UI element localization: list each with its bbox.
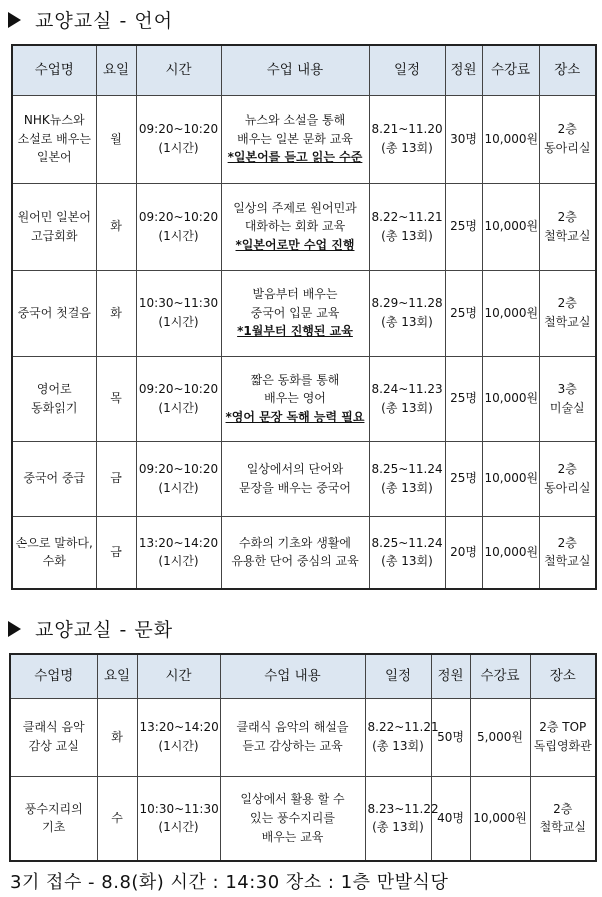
cell-fee: 10,000원: [482, 183, 539, 270]
cell-class-name: [10, 698, 97, 776]
cell-class-name: [12, 356, 96, 441]
cell-line: (총 13회): [381, 315, 433, 329]
cell-line: (1시간): [158, 228, 199, 243]
header-content: 수업 내용: [220, 654, 365, 698]
cell-line: 일상에서의 단어와: [246, 461, 344, 476]
cell-place: [539, 183, 596, 270]
cell-line: (1시간): [158, 400, 199, 415]
cell-line: (1시간): [158, 141, 199, 155]
cell-place: [539, 516, 596, 589]
cell-line: 철학교실: [539, 820, 586, 835]
cell-line: NHK뉴스와: [23, 113, 85, 128]
cell-schedule: [365, 698, 439, 776]
cell-time: [137, 776, 220, 861]
cell-schedule: [365, 776, 439, 861]
triangle-bullet-icon: [8, 12, 21, 28]
table-row: [12, 95, 596, 183]
cell-place: [539, 356, 596, 441]
cell-line: 영어로: [36, 381, 72, 396]
cell-capacity: 20명: [445, 516, 482, 589]
header-time: 시간: [136, 45, 221, 95]
cell-capacity: 25명: [445, 441, 482, 516]
cell-line: 3층: [557, 381, 577, 396]
cell-content: [221, 270, 369, 356]
cell-line: 일본어: [36, 150, 72, 165]
cell-line: 8.25~11.24: [371, 535, 443, 550]
header-fee: 수강료: [470, 654, 530, 698]
cell-line: 일상의 주제로 원어민과: [233, 200, 357, 215]
cell-capacity: 50명: [431, 698, 470, 776]
cell-line: 2층 TOP: [539, 720, 587, 735]
section-title-culture: [8, 615, 173, 642]
cell-schedule: [369, 270, 445, 356]
cell-day: 화: [96, 183, 136, 270]
cell-line: 13:20~14:20: [139, 720, 219, 735]
cell-line: 있는 풍수지리를: [250, 810, 335, 825]
table-row: [12, 183, 596, 270]
cell-content: [220, 776, 365, 861]
table-row: [12, 441, 596, 516]
cell-line: 기초: [42, 820, 66, 835]
cell-place: [539, 270, 596, 356]
cell-line: 중국어 중급: [23, 471, 86, 486]
cell-fee: 5,000원: [470, 698, 530, 776]
cell-line: 중국어 입문 교육: [250, 305, 340, 320]
cell-line: 클래식 음악: [22, 720, 85, 735]
cell-line: 2층: [553, 801, 573, 816]
cell-line: 2층: [557, 535, 577, 550]
cell-fee: 10,000원: [470, 776, 530, 861]
cell-line: 2층: [557, 296, 577, 311]
cell-content: [221, 356, 369, 441]
cell-line: 8.22~11.21: [371, 209, 443, 224]
cell-content: [221, 95, 369, 183]
section-title-text: 교양교실 - 문화: [35, 619, 174, 641]
cell-place: [539, 441, 596, 516]
cell-day: 화: [96, 270, 136, 356]
cell-line: (1시간): [158, 820, 199, 835]
cell-schedule: [369, 356, 445, 441]
cell-fee: 10,000원: [482, 516, 539, 589]
cell-line: (총 13회): [381, 228, 433, 243]
cell-class-name: [12, 441, 96, 516]
cell-class-name: [12, 270, 96, 356]
cell-line: 10:30~11:30: [139, 801, 219, 816]
cell-line: 동아리실: [544, 480, 591, 495]
header-time: 시간: [137, 654, 220, 698]
registration-footer: 3기 접수 - 8.8(화) 시간 : 14:30 장소 : 1층 만발식당: [10, 872, 449, 893]
cell-line: 미술실: [549, 400, 585, 415]
cell-class-name: [12, 516, 96, 589]
cell-content: [220, 698, 365, 776]
header-content: 수업 내용: [221, 45, 369, 95]
cell-schedule: [369, 183, 445, 270]
cell-schedule: [369, 95, 445, 183]
table-row: [12, 516, 596, 589]
cell-time: [136, 270, 221, 356]
header-place: 장소: [539, 45, 596, 95]
cell-line: (1시간): [158, 554, 199, 569]
header-row: [12, 45, 596, 95]
cell-line: 8.21~11.20: [371, 122, 443, 137]
cell-schedule: [369, 441, 445, 516]
cell-line: 소설로 배우는: [17, 131, 91, 146]
cell-line: (총 13회): [381, 554, 433, 569]
cell-time: [136, 95, 221, 183]
cell-place: [539, 95, 596, 183]
cell-day: 화: [97, 698, 137, 776]
cell-line: (총 13회): [381, 141, 433, 155]
cell-line: 배우는 교육: [261, 829, 324, 844]
content-note: *일본어로만 수업 진행: [235, 237, 355, 252]
header-capacity: 정원: [445, 45, 482, 95]
cell-day: 금: [96, 441, 136, 516]
header-schedule: 일정: [369, 45, 445, 95]
cell-class-name: [10, 776, 97, 861]
header-capacity: 정원: [431, 654, 470, 698]
cell-line: 13:20~14:20: [138, 535, 219, 550]
cell-line: 2층: [557, 209, 577, 224]
cell-line: 발음부터 배우는: [252, 287, 338, 302]
cell-schedule: [369, 516, 445, 589]
cell-line: 2층: [557, 461, 577, 476]
cell-content: [221, 441, 369, 516]
cell-capacity: 25명: [445, 270, 482, 356]
cell-fee: 10,000원: [482, 441, 539, 516]
header-fee: 수강료: [482, 45, 539, 95]
cell-line: 독립영화관: [533, 739, 592, 753]
cell-place: [530, 776, 596, 861]
cell-capacity: 25명: [445, 356, 482, 441]
cell-line: 수화: [42, 554, 66, 569]
cell-line: 유용한 단어 중심의 교육: [231, 554, 359, 569]
header-row: [10, 654, 596, 698]
cell-line: 클래식 음악의 해설을: [236, 720, 349, 735]
cell-line: (총 13회): [381, 400, 433, 415]
cell-line: 09:20~10:20: [138, 461, 219, 476]
cell-line: (1시간): [158, 739, 199, 753]
table-row: [12, 270, 596, 356]
cell-content: [221, 183, 369, 270]
cell-line: 손으로 말하다,: [15, 535, 93, 550]
cell-time: [136, 516, 221, 589]
table-row: [10, 698, 596, 776]
cell-line: 동아리실: [544, 141, 591, 155]
cell-day: 월: [96, 95, 136, 183]
cell-line: 09:20~10:20: [138, 381, 219, 396]
cell-day: 목: [96, 356, 136, 441]
cell-line: 8.24~11.23: [371, 381, 443, 396]
cell-capacity: 40명: [431, 776, 470, 861]
header-place: 장소: [530, 654, 596, 698]
cell-place: [530, 698, 596, 776]
section-title-language: [8, 6, 173, 33]
cell-line: 8.25~11.24: [371, 461, 443, 476]
cell-time: [136, 441, 221, 516]
cell-line: 원어민 일본어: [17, 209, 91, 224]
cell-line: 풍수지리의: [24, 801, 83, 816]
header-day: 요일: [97, 654, 137, 698]
cell-line: 대화하는 회화 교육: [244, 219, 346, 234]
cell-line: (총 13회): [372, 739, 424, 753]
content-note: *일본어를 듣고 읽는 수준: [227, 150, 363, 165]
culture-class-table: [9, 653, 597, 862]
cell-fee: 10,000원: [482, 270, 539, 356]
cell-fee: 10,000원: [482, 356, 539, 441]
cell-time: [136, 183, 221, 270]
cell-line: 수화의 기초와 생활에: [239, 535, 351, 550]
content-note: *영어 문장 독해 능력 필요: [225, 409, 365, 424]
cell-capacity: 25명: [445, 183, 482, 270]
cell-line: 2층: [557, 122, 577, 137]
cell-line: 배우는 영어: [264, 391, 326, 406]
content-note: *1월부터 진행된 교육: [237, 324, 353, 339]
cell-line: 문장을 배우는 중국어: [239, 480, 351, 495]
cell-line: 중국어 첫걸음: [17, 305, 91, 320]
cell-line: 배우는 일본 문화 교육: [237, 131, 353, 146]
cell-line: (총 13회): [381, 480, 433, 495]
cell-line: 듣고 감상하는 교육: [242, 739, 343, 753]
cell-fee: 10,000원: [482, 95, 539, 183]
cell-line: (1시간): [158, 315, 199, 329]
cell-line: 짧은 동화를 통해: [250, 372, 340, 387]
cell-line: 09:20~10:20: [138, 209, 219, 224]
cell-line: 10:30~11:30: [138, 296, 219, 311]
cell-line: (총 13회): [372, 820, 424, 835]
cell-line: 철학교실: [544, 554, 591, 569]
cell-line: 8.23~11.22: [367, 801, 439, 816]
cell-line: 8.22~11.21: [367, 720, 439, 735]
cell-line: 동화읽기: [31, 400, 78, 415]
cell-line: 감상 교실: [28, 739, 79, 753]
cell-day: 금: [96, 516, 136, 589]
language-class-table: [11, 44, 597, 590]
cell-line: 철학교실: [544, 315, 591, 329]
table-row: [10, 776, 596, 861]
cell-class-name: [12, 183, 96, 270]
cell-line: 일상에서 활용 할 수: [240, 792, 345, 807]
cell-day: 수: [97, 776, 137, 861]
cell-time: [137, 698, 220, 776]
cell-line: 09:20~10:20: [138, 122, 219, 137]
header-class-name: 수업명: [10, 654, 97, 698]
cell-class-name: [12, 95, 96, 183]
cell-line: 8.29~11.28: [371, 296, 443, 311]
cell-line: 고급회화: [31, 228, 78, 243]
triangle-bullet-icon: [8, 621, 21, 637]
section-title-text: 교양교실 - 언어: [35, 10, 174, 32]
cell-capacity: 30명: [445, 95, 482, 183]
header-class-name: 수업명: [12, 45, 96, 95]
cell-line: 철학교실: [544, 228, 591, 243]
cell-content: [221, 516, 369, 589]
cell-time: [136, 356, 221, 441]
header-schedule: 일정: [365, 654, 431, 698]
cell-line: (1시간): [158, 480, 199, 495]
cell-line: 뉴스와 소설을 통해: [244, 113, 346, 128]
table-row: [12, 356, 596, 441]
header-day: 요일: [96, 45, 136, 95]
